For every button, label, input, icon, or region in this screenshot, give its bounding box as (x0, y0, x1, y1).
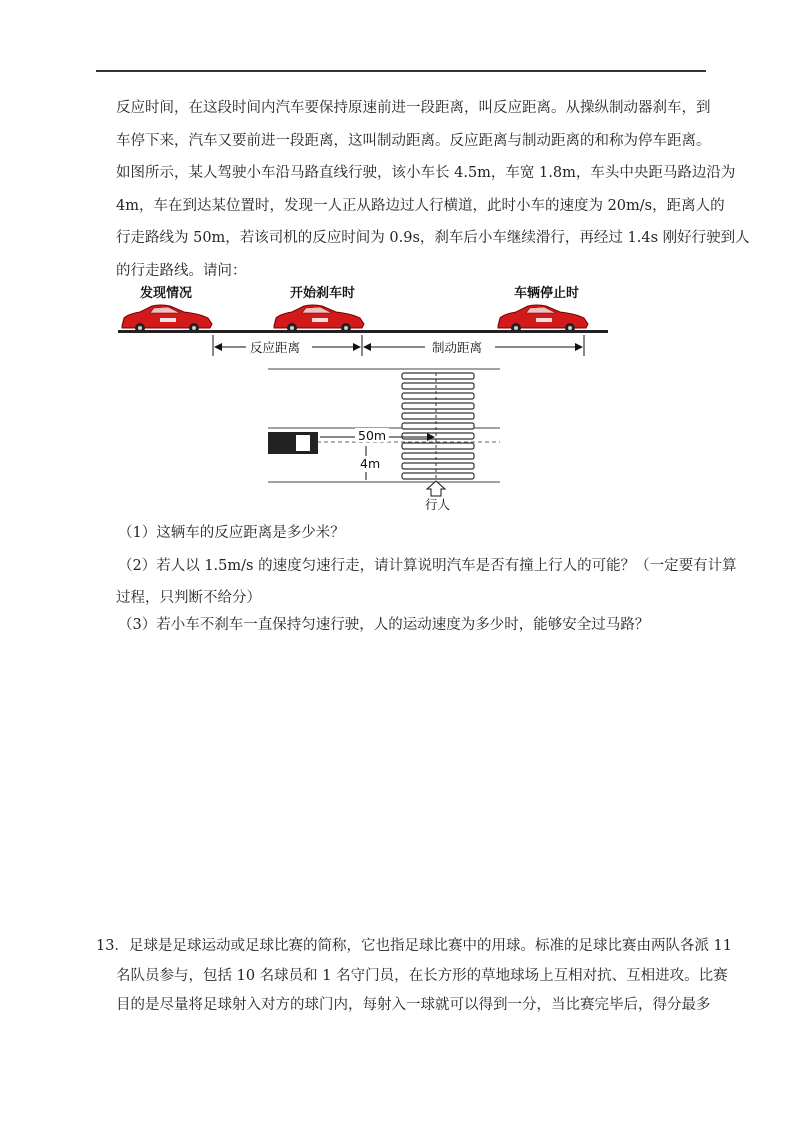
question-13 (96, 932, 733, 1021)
car-icon (122, 305, 212, 333)
text-line: 车停下来，汽车又要前进一段距离，这叫制动距离。反应距离与制动距离的和称为停车距离。 (116, 132, 711, 149)
text-line: 的行走路线。请问： (116, 262, 247, 279)
text-line: 13．足球是足球运动或足球比赛的简称，它也指足球比赛中的用球。标准的足球比赛由两队各派 11 (96, 938, 733, 954)
question-1: （1）这辆车的反应距离是多少米？ (118, 525, 345, 541)
question-3: （3）若小车不刹车一直保持匀速行驶，人的运动速度为多少时，能够安全过马路？ (118, 617, 650, 633)
text-line: 目的是尽量将足球射入对方的球门内，每射入一球就可以得到一分，当比赛完毕后，得分最多 (116, 997, 711, 1013)
car-windshield (296, 435, 310, 451)
label-stop: 车辆停止时 (514, 286, 580, 301)
label-4m: 4m (360, 456, 381, 471)
text-line: 行走路线为 50m，若该司机的反应时间为 0.9s，刹车后小车继续滑行，再经过 1.4s 刚好行驶到人 (116, 230, 750, 246)
car-icon (274, 305, 364, 333)
crosswalk (402, 373, 474, 479)
intro-paragraph (116, 92, 750, 287)
label-found: 发现情况 (140, 286, 193, 301)
label-pedestrian: 行人 (425, 497, 451, 512)
header-rule (96, 70, 706, 72)
stopping-distance-figure (0, 280, 800, 515)
text-line: 4m，车在到达某位置时，发现一人正从路边过人行横道，此时小车的速度为 20m/s，距离人的 (116, 197, 725, 214)
label-50m: 50m (358, 428, 387, 443)
car-icon (498, 305, 588, 333)
text-line: 如图所示，某人驾驶小车沿马路直线行驶，该小车长 4.5m，车宽 1.8m，车头中央距马路边沿为 (116, 165, 736, 181)
car-top-view (268, 432, 318, 454)
road-line (118, 330, 608, 333)
label-brake: 开始刹车时 (290, 286, 356, 301)
up-arrow-icon (427, 481, 445, 496)
question-2-cont: 过程，只判断不给分） (116, 590, 261, 606)
text-line: 反应时间，在这段时间内汽车要保持原速前进一段距离，叫反应距离。从操纵制动器刹车，到 (116, 100, 711, 116)
label-reaction: 反应距离 (250, 340, 301, 355)
label-braking: 制动距离 (432, 340, 483, 355)
text-line: 名队员参与，包括 10 名球员和 1 名守门员，在长方形的草地球场上互相对抗、互相进攻。比赛 (116, 967, 728, 984)
question-2: （2）若人以 1.5m/s 的速度匀速行走，请计算说明汽车是否有撞上行人的可能？（一定要有计算 (118, 558, 737, 574)
